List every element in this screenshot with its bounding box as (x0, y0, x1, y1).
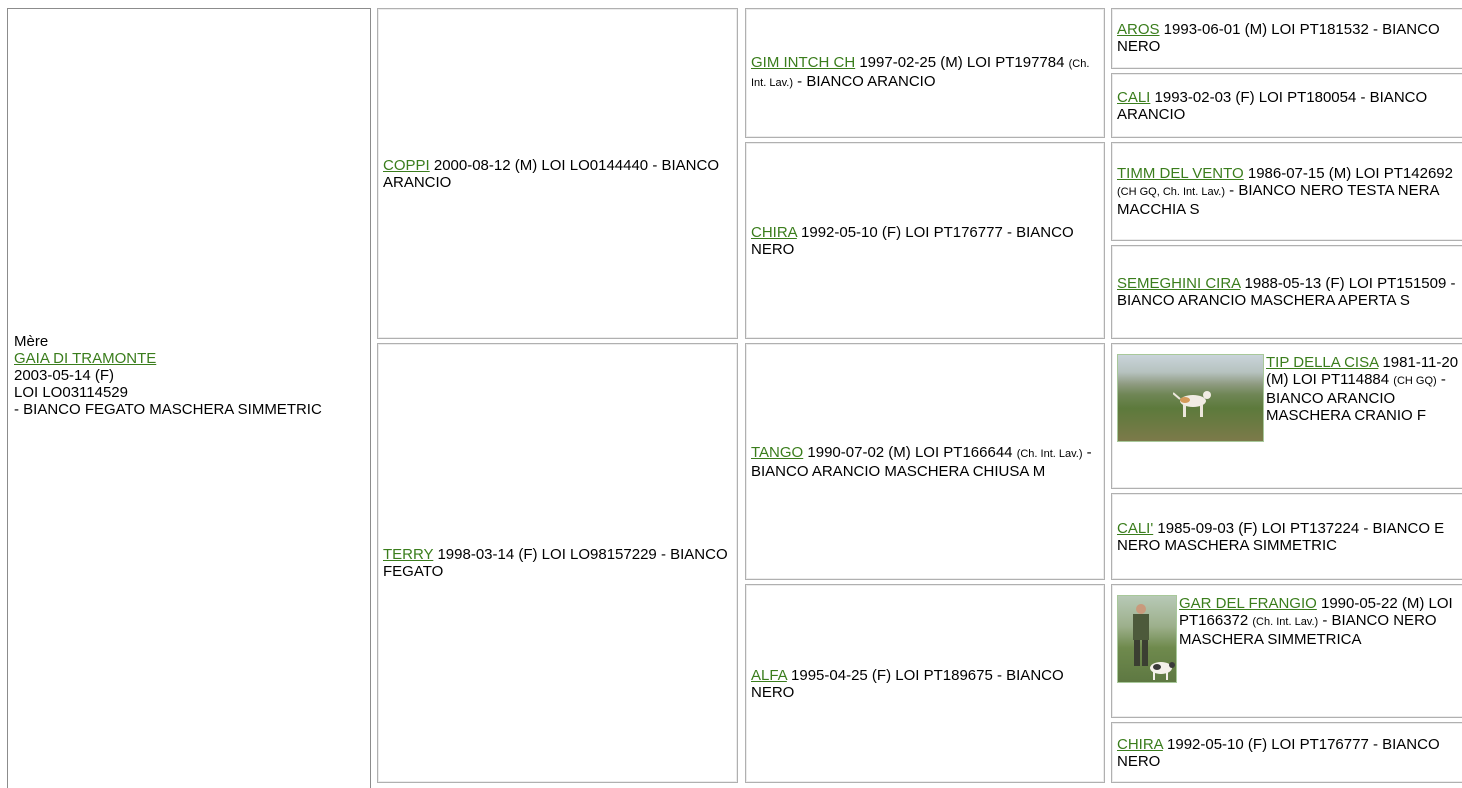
pedigree-cell-gen3-8: CHIRA 1992-05-10 (F) LOI PT176777 - BIANCO NERO (1111, 722, 1462, 783)
pedigree-cell-gen3-4: SEMEGHINI CIRA 1988-05-13 (F) LOI PT151509 - BIANCO ARANCIO MASCHERA APERTA S (1111, 245, 1462, 339)
mother-info (14, 333, 354, 418)
pedigree-cell-gen3-5: TIP DELLA CISA 1981-11-20 (M) LOI PT114884 (CH GQ) - BIANCO ARANCIO MASCHERA CRANIO F (1111, 343, 1462, 489)
pedigree-cell-gen2-3: TANGO 1990-07-02 (M) LOI PT166644 (Ch. Int. Lav.) - BIANCO ARANCIO MASCHERA CHIUSA M (745, 343, 1105, 580)
pedigree-cell-gen1-sire (377, 8, 738, 339)
titles-label: (CH GQ) (1393, 375, 1437, 387)
pedigree-cell-gen3-1: AROS 1993-06-01 (M) LOI PT181532 - BIANCO NERO (1111, 8, 1462, 69)
dog-photo-gar-del-frangio[interactable] (1117, 595, 1177, 683)
ancestor-link-terry[interactable]: TERRY (383, 546, 434, 563)
pedigree-cell-gen1-dam (377, 343, 738, 783)
pedigree-cell-gen2-2: CHIRA 1992-05-10 (F) LOI PT176777 - BIANCO NERO (745, 142, 1105, 339)
mother-color: - BIANCO FEGATO MASCHERA SIMMETRIC (14, 401, 322, 418)
pedigree-cell-gen3-7: GAR DEL FRANGIO 1990-05-22 (M) LOI PT166372 (Ch. Int. Lav.) - BIANCO NERO MASCHERA SIMMETRICA (1111, 584, 1462, 718)
ancestor-link-aros[interactable]: AROS (1117, 21, 1160, 38)
ancestor-link-semeghini-cira[interactable]: SEMEGHINI CIRA (1117, 275, 1241, 292)
ancestor-details: 2000-08-12 (M) LOI LO0144440 - BIANCO ARANCIO (383, 156, 719, 191)
ancestor-details: 1998-03-14 (F) LOI LO98157229 - BIANCO FEGATO (383, 546, 728, 580)
ancestor-link-tango[interactable]: TANGO (751, 443, 804, 461)
pointer-dog-icon (1173, 385, 1213, 419)
mother-birth: 2003-05-14 (F) (14, 367, 115, 384)
titles-label: (Ch. Int. Lav.) (1252, 616, 1319, 628)
ancestor-link-chira[interactable]: CHIRA (751, 223, 797, 241)
ancestor-link-gim-intch-ch[interactable]: GIM INTCH CH (751, 54, 856, 71)
ancestor-link-chira-2[interactable]: CHIRA (1117, 735, 1163, 753)
ancestor-link-tip-della-cisa[interactable]: TIP DELLA CISA (1266, 354, 1379, 371)
ancestor-link-cali-apostrophe[interactable]: CALI' (1117, 519, 1154, 537)
pedigree-cell-gen3-6: CALI' 1985-09-03 (F) LOI PT137224 - BIANCO E NERO MASCHERA SIMMETRIC (1111, 493, 1462, 580)
ancestor-link-cali[interactable]: CALI (1117, 88, 1151, 106)
ancestor-link-timm-del-vento[interactable]: TIMM DEL VENTO (1117, 165, 1244, 182)
pedigree-cell-gen2-1: GIM INTCH CH 1997-02-25 (M) LOI PT197784 (Ch. Int. Lav.) - BIANCO ARANCIO (745, 8, 1105, 138)
titles-label: (Ch. Int. Lav.) (1016, 447, 1083, 460)
ancestor-link-gar-del-frangio[interactable]: GAR DEL FRANGIO (1179, 595, 1317, 612)
pedigree-cell-gen2-4: ALFA 1995-04-25 (F) LOI PT189675 - BIANCO NERO (745, 584, 1105, 783)
mother-role-label: Mère (14, 333, 49, 350)
pedigree-cell-gen3-3: TIMM DEL VENTO 1986-07-15 (M) LOI PT142692 (CH GQ, Ch. Int. Lav.) - BIANCO NERO TESTA NERA MACCHIA S (1111, 142, 1462, 241)
pointer-dog-icon (1146, 658, 1176, 680)
mother-registration: LOI LO03114529 (14, 384, 128, 401)
titles-label: (CH GQ, Ch. Int. Lav.) (1117, 186, 1225, 198)
pedigree-cell-gen3-2: CALI 1993-02-03 (F) LOI PT180054 - BIANCO ARANCIO (1111, 73, 1462, 138)
titles-label: (Ch. Int. Lav.) (751, 58, 1090, 89)
ancestor-link-coppi[interactable]: COPPI (383, 156, 430, 174)
dog-photo-tip-della-cisa[interactable] (1117, 354, 1264, 442)
ancestor-link-alfa[interactable]: ALFA (751, 666, 787, 684)
mother-name-link[interactable]: GAIA DI TRAMONTE (14, 350, 157, 367)
